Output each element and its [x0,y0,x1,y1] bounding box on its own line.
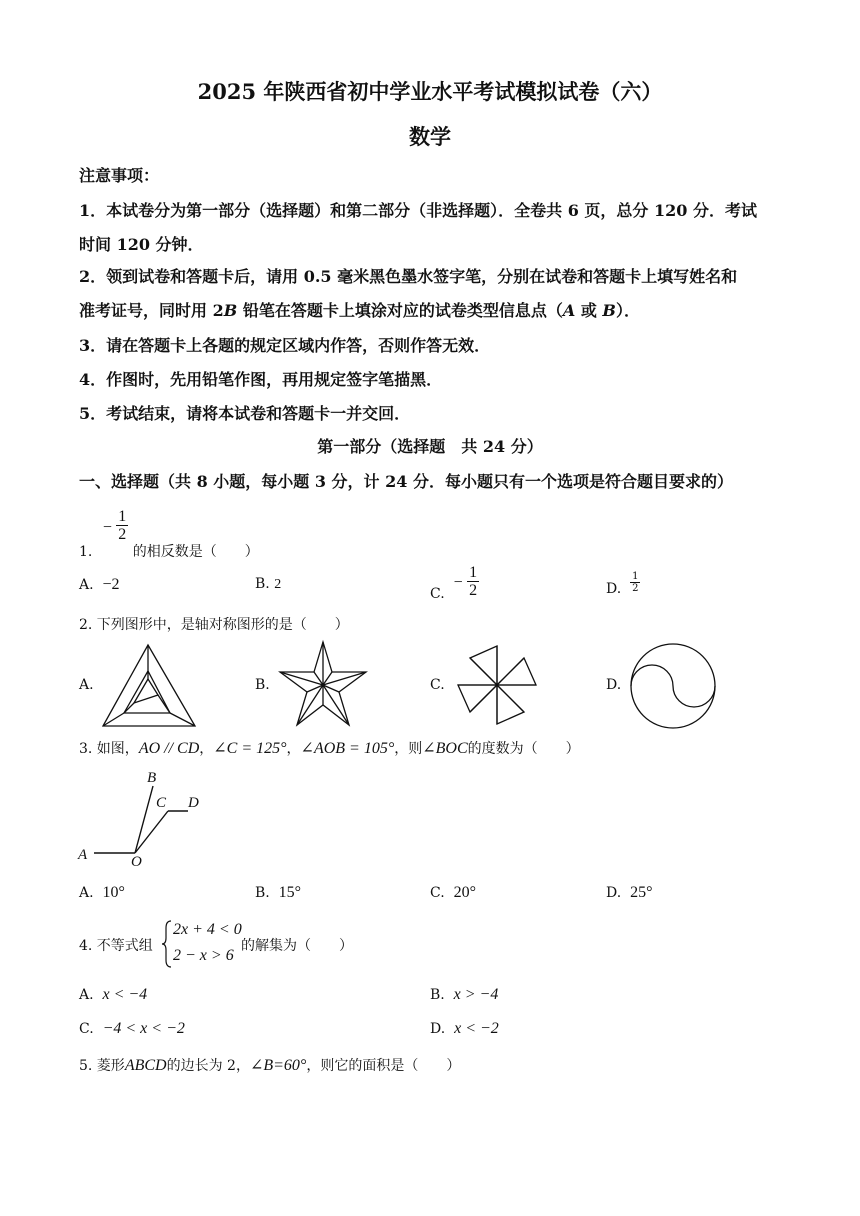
q1-option-b[interactable]: B. 2 [255,576,282,592]
q4-inequality-1: 2x + 4 < 0 [173,921,242,938]
notice-item-4: 4．作图时，先用铅笔作图，再用规定签字笔描黑． [79,370,443,389]
q2-figure-b [273,640,373,730]
question-4-suffix: 的解集为（ ） [241,938,353,954]
notice-item-3: 3．请在答题卡上各题的规定区域内作答，否则作答无效． [79,336,491,355]
q2-figure-d [628,641,718,731]
notice-item-1-line-1: 1．本试卷分为第一部分（选择题）和第二部分（非选择题）．全卷共 6 页，总分 120 分．考试 [79,201,757,220]
q1-option-d[interactable]: D. $\frac{1}{2}$ [606,571,639,597]
question-3: 3. 如图，AO // CD，∠C = 125°，∠AOB = 105°，则∠BOC的度数为（ ） [79,740,580,757]
q4-option-a[interactable]: A. x < −4 [79,986,148,1003]
section-heading: 一、选择题（共 8 小题，每小题 3 分，计 24 分．每小题只有一个选项是符合题目要求的） [79,472,733,491]
notice-item-5: 5．考试结束，请将本试卷和答题卡一并交回． [79,404,411,423]
q3-option-a[interactable]: A. 10° [79,884,125,901]
q1-option-c[interactable]: C. − $\frac{1}{2}$ [430,564,478,602]
q4-option-c[interactable]: C. −4 < x < −2 [79,1020,185,1037]
q2-option-c-label[interactable]: C. [430,677,445,693]
question-2: 2. 下列图形中，是轴对称图形的是（ ） [79,617,349,633]
q3-label-a: A [78,847,88,863]
q2-option-b-label[interactable]: B. [255,677,270,693]
q3-label-c: C [156,795,167,811]
q2-figure-a [100,643,200,731]
question-4-prefix: 4. 不等式组 [79,938,153,954]
exam-title: 2025 年陕西省初中学业水平考试模拟试卷（六） [197,79,663,104]
subject-title: 数学 [409,124,451,149]
q3-label-b: B [147,770,157,786]
notice-item-1-line-2: 时间 120 分钟． [79,235,204,254]
q4-brace [161,920,173,968]
notice-item-2-line-2: 准考证号，同时用 2B 铅笔在答题卡上填涂对应的试卷类型信息点（A 或 B）． [79,301,640,320]
question-1: 1. − $\frac{1}{2}$ 的相反数是（ ） [79,508,259,560]
q3-figure [76,768,216,868]
q3-option-b[interactable]: B. 15° [255,884,302,901]
q1-option-a[interactable]: A. −2 [79,576,120,593]
q2-figure-c [452,640,542,730]
q3-label-o: O [131,854,142,870]
q3-label-d: D [188,795,199,811]
notice-heading: 注意事项： [79,166,160,185]
q4-inequality-2: 2 − x > 6 [173,947,234,964]
q3-option-c[interactable]: C. 20° [430,884,476,901]
q4-option-d[interactable]: D. x < −2 [430,1020,499,1037]
q2-option-a-label[interactable]: A. [79,677,94,693]
question-5: 5. 菱形ABCD的边长为 2，∠B=60°，则它的面积是（ ） [79,1057,461,1074]
part1-heading: 第一部分（选择题 共 24 分） [317,437,543,456]
q4-option-b[interactable]: B. x > −4 [430,986,499,1003]
notice-item-2-line-1: 2．领到试卷和答题卡后，请用 0.5 毫米黑色墨水签字笔，分别在试卷和答题卡上填写姓名和 [79,267,738,286]
q2-option-d-label[interactable]: D. [606,677,622,693]
q3-option-d[interactable]: D. 25° [606,884,653,901]
